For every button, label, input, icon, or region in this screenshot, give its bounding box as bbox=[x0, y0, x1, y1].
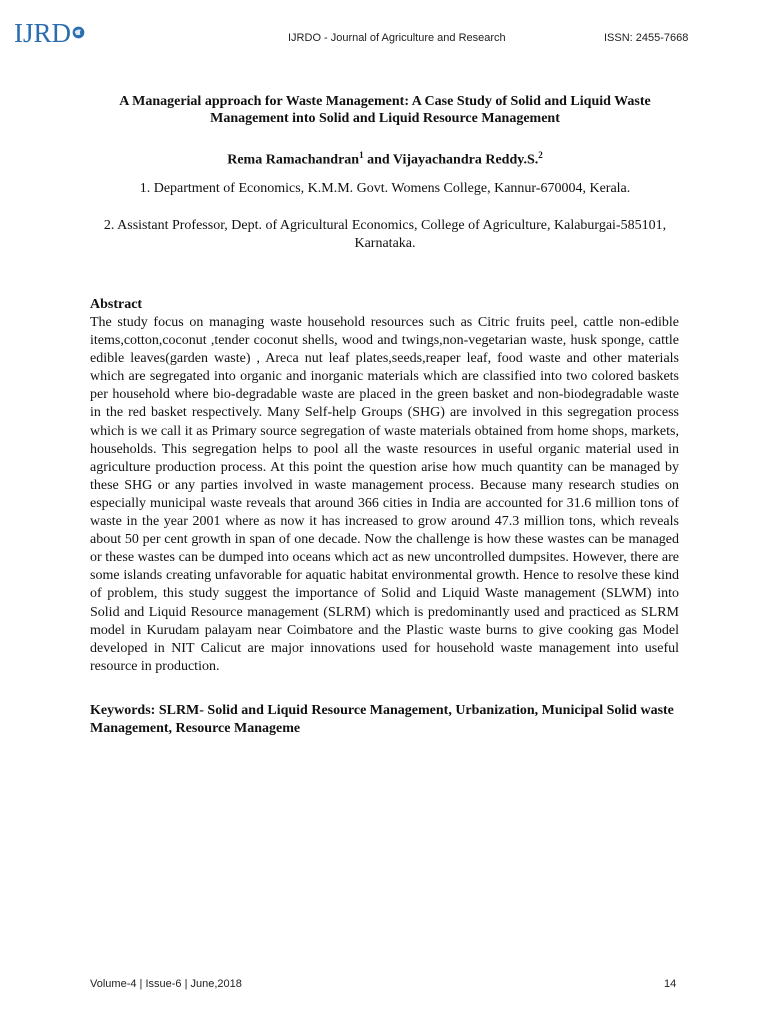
author-2: Vijayachandra Reddy.S. bbox=[392, 152, 539, 168]
affiliation-2: 2. Assistant Professor, Dept. of Agricultural Economics, College of Agriculture, Kalaburgai-585101, Karnataka. bbox=[103, 218, 667, 251]
author-1-sup: 1 bbox=[359, 150, 364, 160]
affiliation-1: 1. Department of Economics, K.M.M. Govt. Womens College, Kannur-670004, Kerala. bbox=[139, 181, 631, 196]
page-header bbox=[14, 18, 689, 54]
author-1: Rema Ramachandran bbox=[227, 152, 360, 168]
paper-title: A Managerial approach for Waste Management: A Case Study of Solid and Liquid Waste Management into Solid and Liquid Resource Management bbox=[119, 94, 651, 126]
author-joiner: and bbox=[363, 152, 393, 168]
journal-name: IJRDO - Journal of Agriculture and Research bbox=[288, 32, 506, 44]
abstract-text: The study focus on managing waste household resources such as Citric fruits peel, cattle non-edible items,cotton,coconut ,tender coconut shells, wood and twings,non-vegetarian waste, husk sponge, cattle edible leaves(garden waste) , Areca nut leaf plates,seeds,reaper leaf, food waste and other materials which are segregated into organic and inorganic materials which are classified into two colored baskets per household where bio-degradable waste are placed in the green basket and non-biodegradable waste in the red basket respectively. Many Self-help Groups (SHG) are involved in this segregation process which is we call it as Primary source segregation of waste materials obtained from home shops, markets, households. This segregation helps to pool all the waste resources in useful organic material used in agriculture production process. At this point the question arise how much quantity can be managed by these SHG or any parties involved in waste management process. Because many research studies on especially municipal waste reveals that around 366 cities in India are accounted for 31.6 million tons of waste in the year 2001 where as now it has increased to grow around 47.3 million tons, which reveals about 50 per cent growth in span of one decade. Now the challenge is how these wastes can be managed or these wastes can be dumped into oceans which act as new uncontrolled dumpsites. However, there are some islands creating unfavorable for aquatic habitat environmental growth. Hence to resolve these kind of problem, this study suggest the importance of Solid and Liquid Waste management (SLWM) into Solid and Liquid Resource management (SLRM) which is predominantly used and practiced as SLRM model in Kurudam palayam near Coimbatore and the Plastic waste burns to give cooking gas Model developed in NIT Calicut are major innovations used for household waste management into useful resource in production. bbox=[90, 315, 679, 674]
page-number: 14 bbox=[664, 978, 677, 990]
footer-volume: Volume-4 | Issue-6 | June,2018 bbox=[90, 978, 242, 990]
author-line bbox=[90, 146, 680, 170]
logo-text: IJRD bbox=[14, 18, 72, 48]
keywords: Keywords: SLRM- Solid and Liquid Resource Management, Urbanization, Municipal Solid waste Management, Resource Manageme bbox=[90, 703, 674, 736]
author-2-sup: 2 bbox=[538, 150, 543, 160]
issn: ISSN: 2455-7668 bbox=[604, 32, 689, 44]
globe-icon bbox=[72, 26, 85, 39]
abstract-heading: Abstract bbox=[90, 297, 143, 312]
journal-logo bbox=[14, 18, 85, 48]
